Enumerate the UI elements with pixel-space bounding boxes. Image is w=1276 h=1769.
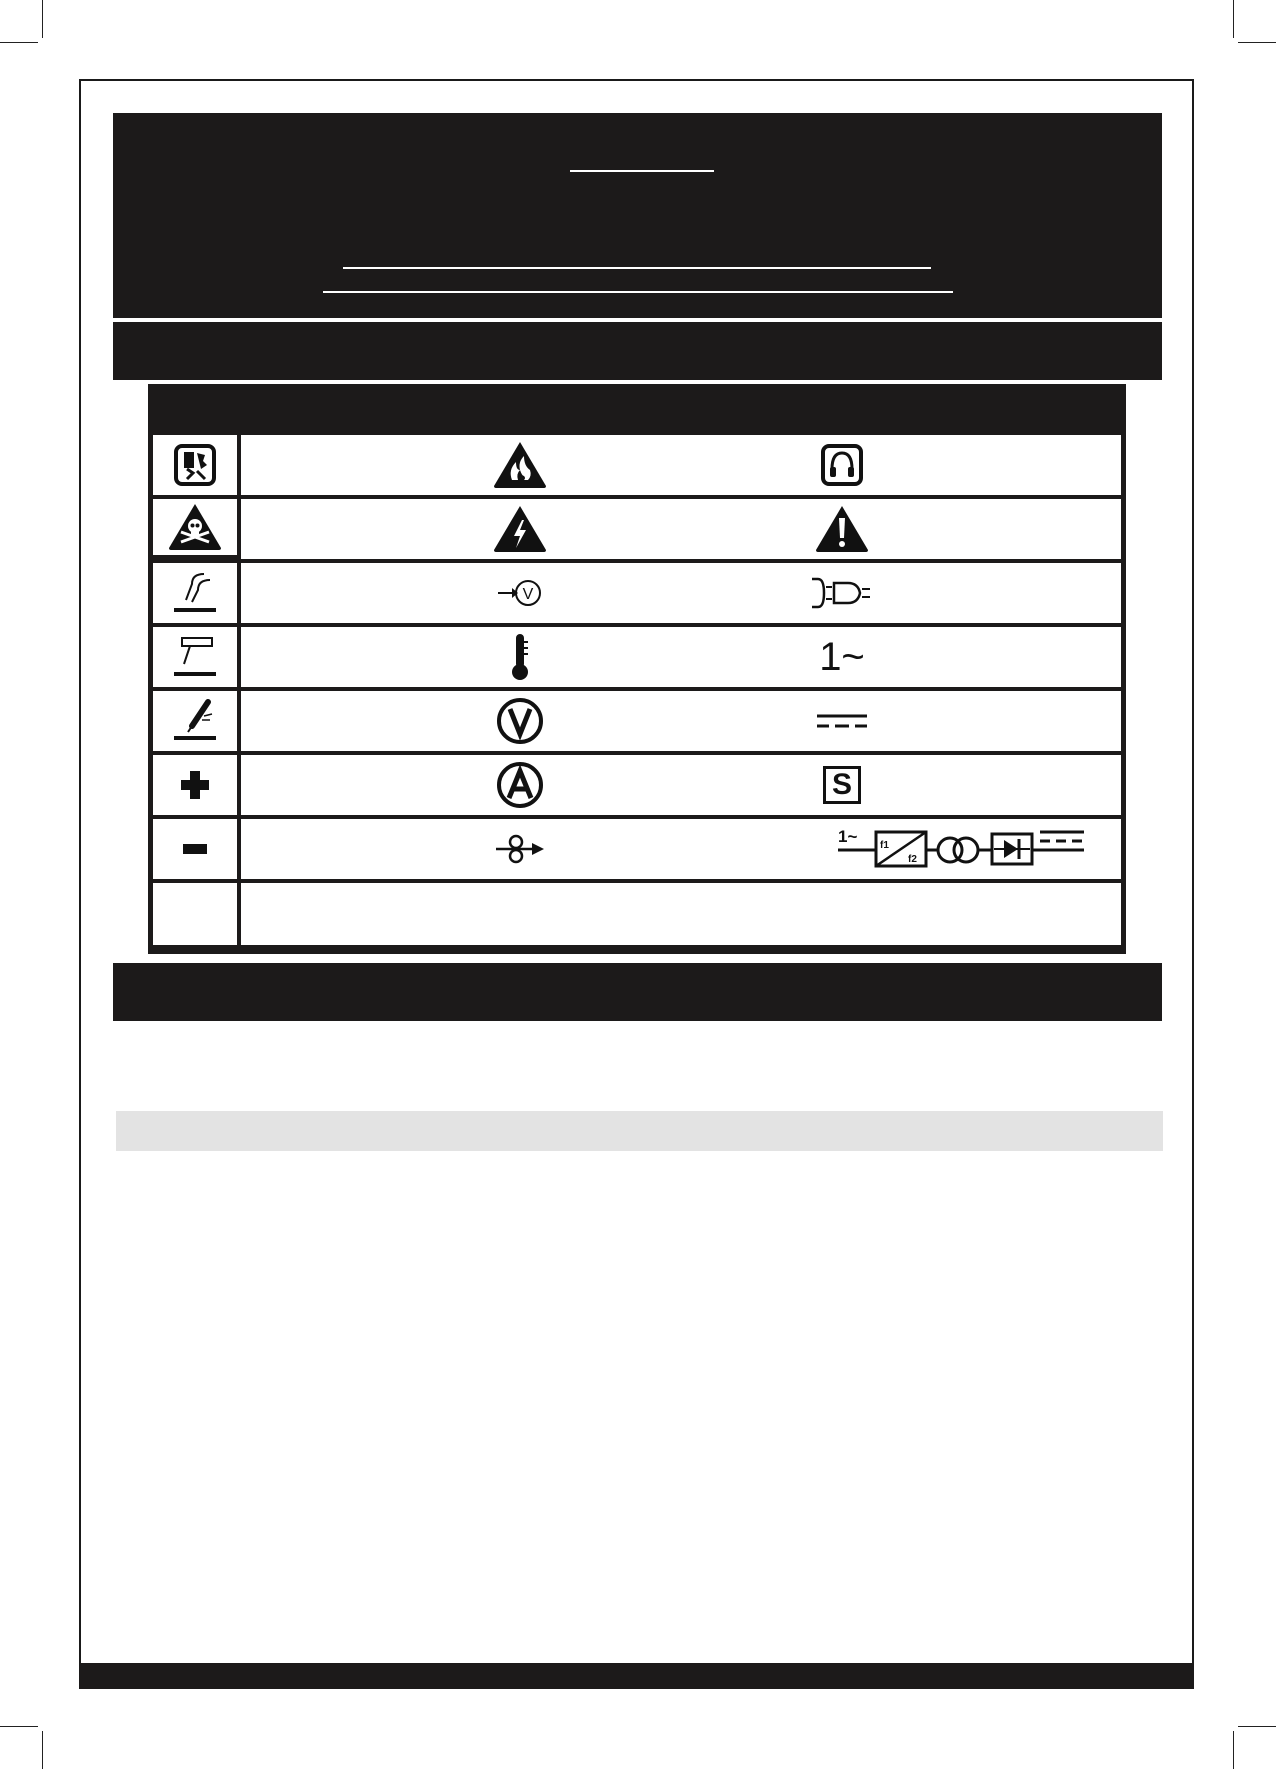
symbol-cell-plus <box>153 755 237 815</box>
crop-mark <box>1233 1731 1234 1769</box>
crop-mark <box>42 1731 43 1769</box>
toxic-skull-warning-icon <box>167 502 223 552</box>
plug-icon <box>810 575 874 611</box>
electric-shock-warning-icon <box>492 504 548 554</box>
symbol-label <box>888 691 1121 751</box>
subtitle-underline <box>323 291 953 293</box>
fire-warning-icon <box>492 440 548 490</box>
symbol-label <box>888 627 1121 687</box>
crop-mark <box>1238 42 1276 43</box>
section-heading <box>113 322 1162 358</box>
symbol-cell-welding-helmet <box>153 435 237 495</box>
crop-mark <box>0 42 38 43</box>
wire-feed-icon <box>494 829 546 869</box>
plus-icon <box>179 769 211 801</box>
ammeter-icon <box>495 760 545 810</box>
mig-torch-icon <box>170 570 220 616</box>
symbol-cell-voltage-input <box>478 563 562 623</box>
symbol-cell-thermometer <box>478 627 562 687</box>
s-mark-icon <box>823 766 861 804</box>
symbols-table <box>148 384 1126 954</box>
symbol-cell-ammeter <box>478 755 562 815</box>
caution-exclamation-icon <box>814 504 870 554</box>
welding-helmet-icon <box>173 443 217 487</box>
symbol-cell-fire-warning <box>478 435 562 495</box>
symbol-cell-direct-current <box>800 691 884 751</box>
thermometer-icon <box>508 632 532 682</box>
s-mark-letter: S <box>831 768 852 801</box>
symbol-cell-toxic <box>153 499 237 555</box>
symbol-cell-caution <box>800 499 884 559</box>
lower-heading <box>113 963 1162 999</box>
symbol-cell-s-mark <box>800 755 884 815</box>
symbol-cell-mig-torch <box>153 563 237 623</box>
symbol-cell-voltmeter <box>478 691 562 751</box>
title-block <box>113 113 1162 318</box>
mma-electrode-icon <box>170 698 220 744</box>
symbol-cell-empty <box>478 883 562 945</box>
tig-torch-icon <box>170 634 220 680</box>
inverter-phase-label: 1~ <box>837 827 857 846</box>
footer-bar <box>79 1663 1194 1689</box>
symbol-cell-tig-torch <box>153 627 237 687</box>
single-phase-ac-icon: 1~ <box>819 634 865 679</box>
lower-heading-band <box>113 963 1162 1021</box>
crop-mark <box>0 1726 38 1727</box>
symbol-cell-mma-electrode <box>153 691 237 751</box>
svg-text:V: V <box>522 586 534 603</box>
symbol-label <box>888 563 1121 623</box>
inverter-f2-label: f2 <box>907 854 917 865</box>
crop-mark <box>1238 1726 1276 1727</box>
grey-section-bar <box>116 1111 1163 1151</box>
symbol-label <box>888 435 1121 495</box>
symbol-cell-minus <box>153 819 237 879</box>
inverter-f1-label: f1 <box>879 840 889 851</box>
ear-protection-icon <box>820 443 864 487</box>
symbol-label <box>888 499 1121 559</box>
section-heading-band <box>113 322 1162 380</box>
symbol-label <box>888 755 1121 815</box>
voltmeter-icon <box>495 696 545 746</box>
symbol-cell-electric-shock <box>478 499 562 559</box>
title-underline <box>570 170 714 172</box>
voltage-input-icon <box>496 573 544 613</box>
crop-mark <box>42 0 43 38</box>
symbol-cell-ear-protection <box>800 435 884 495</box>
crop-mark <box>1233 0 1234 38</box>
inverter-diagram-icon <box>836 826 1086 872</box>
symbol-cell-inverter-diagram <box>800 819 1121 879</box>
symbol-cell-empty <box>153 883 237 945</box>
symbols-table-header <box>148 384 1126 434</box>
symbol-cell-empty <box>800 883 1121 945</box>
direct-current-icon <box>815 710 869 732</box>
symbol-cell-single-phase <box>800 627 884 687</box>
symbol-cell-plug <box>800 563 884 623</box>
symbol-cell-wire-feed <box>478 819 562 879</box>
minus-icon <box>181 842 209 856</box>
subtitle-underline <box>343 267 931 269</box>
